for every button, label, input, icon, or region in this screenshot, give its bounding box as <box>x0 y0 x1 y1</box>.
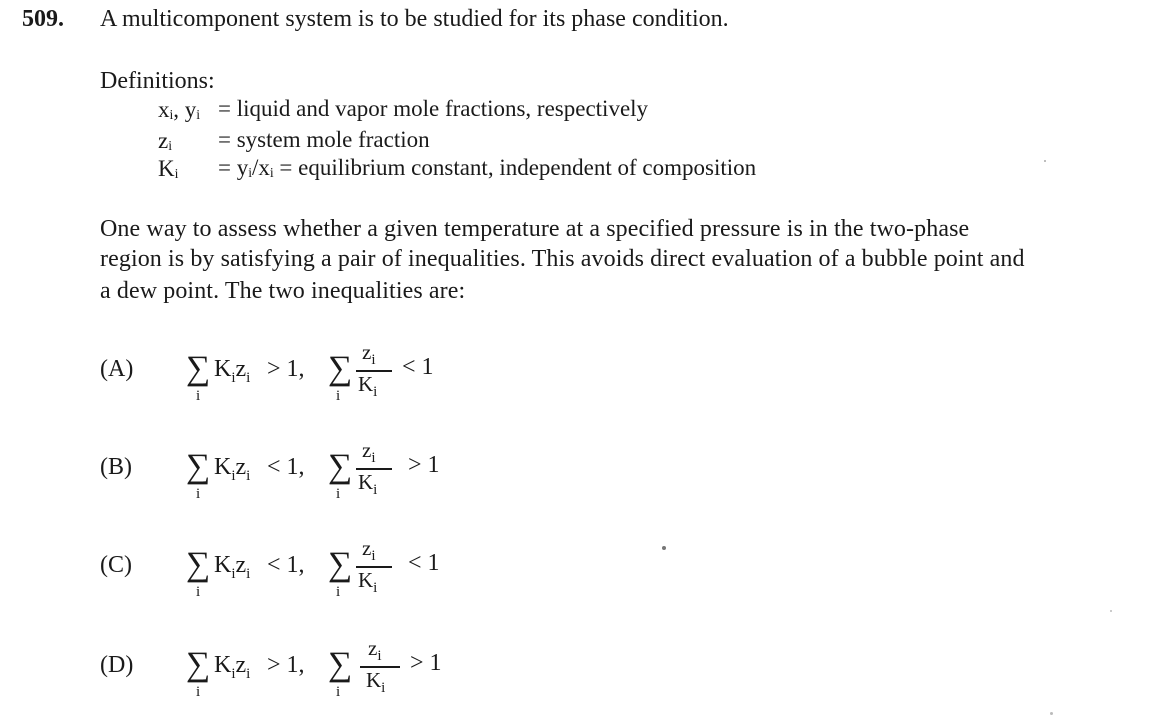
question-number: 509. <box>22 6 64 32</box>
second-relation: < 1 <box>402 354 434 380</box>
second-relation: < 1 <box>408 550 440 576</box>
sum-symbol: ∑ <box>328 546 353 583</box>
fraction-denominator: $K_i$ <box>366 668 386 697</box>
first-relation: > 1, <box>267 652 305 678</box>
sum-symbol: ∑ <box>186 350 211 387</box>
sum-symbol: ∑ <box>186 448 211 485</box>
term-kz: $K_iz_i$ <box>214 652 251 682</box>
definitions-title: Definitions: <box>100 68 215 94</box>
fraction-denominator: $K_i$ <box>358 372 378 401</box>
paragraph-line: a dew point. The two inequalities are: <box>100 278 466 304</box>
term-kz: $K_iz_i$ <box>214 454 251 484</box>
sum-index: i <box>336 584 341 600</box>
definition-text: = yᵢ/xᵢ = equilibrium constant, independent of composition <box>218 155 757 180</box>
fraction-numerator: $z_i$ <box>362 438 376 467</box>
sum-index: i <box>336 486 341 502</box>
scan-speck <box>1050 712 1053 715</box>
fraction-denominator: $K_i$ <box>358 470 378 499</box>
sum-symbol: ∑ <box>186 546 211 583</box>
sum-symbol: ∑ <box>328 448 353 485</box>
fraction-numerator: $z_i$ <box>362 536 376 565</box>
sum-index: i <box>196 684 201 700</box>
second-relation: > 1 <box>408 452 440 478</box>
option-label: (D) <box>100 652 134 678</box>
fraction-numerator: $z_i$ <box>368 636 382 665</box>
first-relation: > 1, <box>267 356 305 382</box>
scan-speck <box>662 546 666 550</box>
sum-index: i <box>196 486 201 502</box>
paragraph-line: region is by satisfying a pair of inequalities. This avoids direct evaluation of a bubble point and <box>100 246 1025 272</box>
definition-symbol: xᵢ, yᵢ <box>158 97 201 122</box>
first-relation: < 1, <box>267 552 305 578</box>
definition-symbol: Kᵢ <box>158 156 179 181</box>
paragraph-line: One way to assess whether a given temperature at a specified pressure is in the two-phase <box>100 216 970 242</box>
sum-symbol: ∑ <box>328 350 353 387</box>
term-kz: $K_iz_i$ <box>214 356 251 386</box>
second-relation: > 1 <box>410 650 442 676</box>
fraction-denominator: $K_i$ <box>358 568 378 597</box>
sum-index: i <box>196 388 201 404</box>
sum-index: i <box>336 388 341 404</box>
scan-speck <box>1044 160 1046 162</box>
definition-symbol: zᵢ <box>158 128 172 153</box>
option-label: (A) <box>100 356 134 382</box>
first-relation: < 1, <box>267 454 305 480</box>
sum-index: i <box>196 584 201 600</box>
sum-symbol: ∑ <box>328 646 353 683</box>
sum-index: i <box>336 684 341 700</box>
sum-symbol: ∑ <box>186 646 211 683</box>
question-text: A multicomponent system is to be studied for its phase condition. <box>100 6 729 32</box>
fraction-numerator: $z_i$ <box>362 340 376 369</box>
option-label: (B) <box>100 454 132 480</box>
scan-speck <box>1110 610 1112 612</box>
option-label: (C) <box>100 552 132 578</box>
definition-text: = system mole fraction <box>218 127 430 152</box>
term-kz: $K_iz_i$ <box>214 552 251 582</box>
definition-text: = liquid and vapor mole fractions, respectively <box>218 96 649 121</box>
